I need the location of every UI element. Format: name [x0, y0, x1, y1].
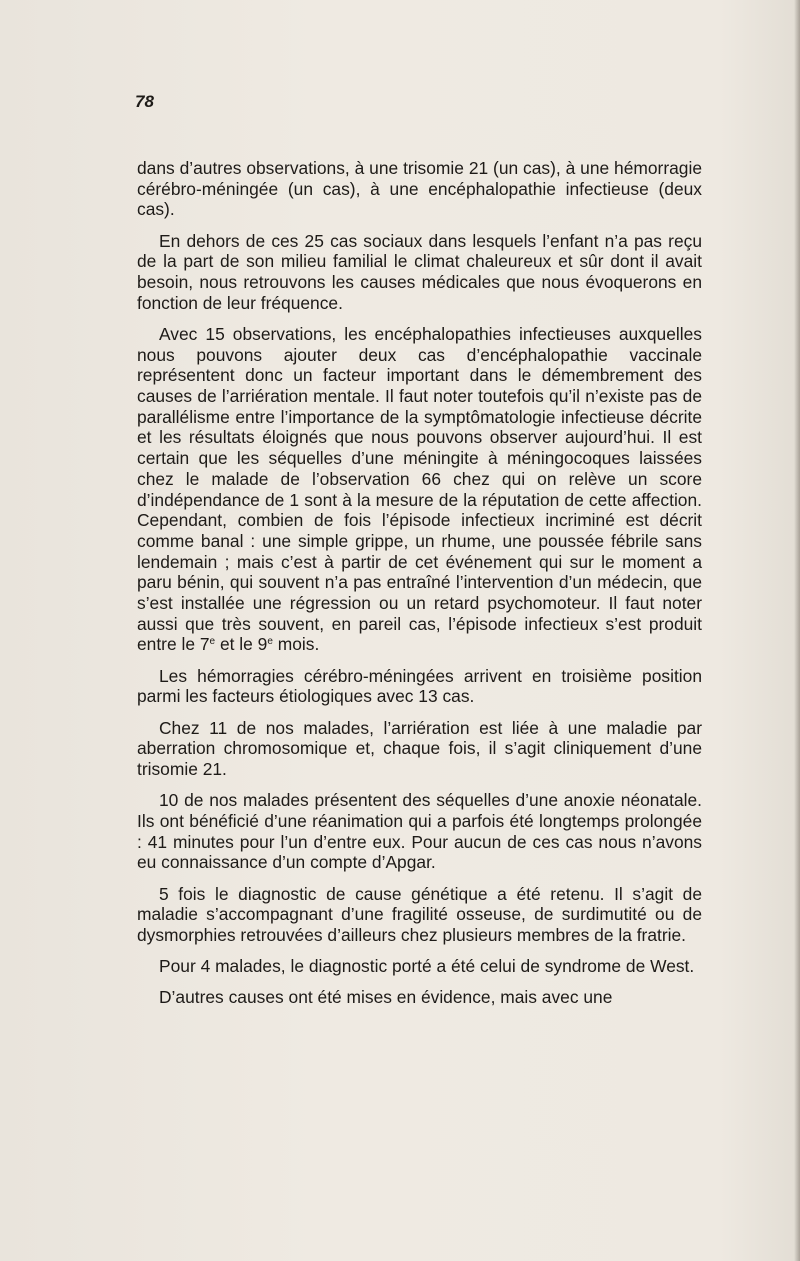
paragraph-1: dans d’autres observations, à une trisomie 21 (un cas), à une hémorragie cérébro-méningée (un cas), à une encéphalopathie infectieuse (deux cas). — [137, 158, 702, 220]
paragraph-9: D’autres causes ont été mises en évidence, mais avec une — [159, 987, 613, 1008]
ordinal-9-suffix: e — [267, 636, 273, 648]
paragraph-3-text: Avec 15 observations, les encéphalopathies infectieuses auxquelles nous pouvons ajouter deux cas d’encéphalopathie vaccinale représentent donc un facteur important dans le démembrement des causes de l’arriération mentale. Il faut noter toutefois qu’il n’existe pas de parallélisme entre l’importance de la symptômatologie infectieuse décrite et les résultats éloignés que nous pouvons observer aujourd’hui. Il est certain que les séquelles d’une méningite à méningocoques laissées chez le malade de l’observation 66 chez qui on relève un score d’indépendance de 1 sont à la mesure de la réputation de cette affection. Cependant, combien de fois l’épisode infectieux incriminé est décrit comme banal : une simple grippe, un rhume, une poussée fébrile sans lendemain ; mais c’est à partir de cet événement qui sur le moment a paru bénin, qui souvent n’a pas entraîné l’intervention d’un médecin, que s’est installée une régression ou un retard psychomoteur. Il faut noter aussi que très souvent, en pareil cas, l’épisode infectieux s’est produit entre le — [137, 323, 702, 655]
ordinal-conjunction: et le — [219, 634, 253, 655]
paragraph-8: Pour 4 malades, le diagnostic porté a été celui de syndrome de West. — [159, 956, 695, 977]
paragraph-5: Chez 11 de nos malades, l’arriération est liée à une maladie par aberration chromosomique et, chaque fois, il s’agit cliniquement d’une trisomie 21. — [137, 717, 702, 779]
paragraph-3 — [137, 324, 702, 655]
paragraph-4: Les hémorragies cérébro-méningées arrivent en troisième position parmi les facteurs étiologiques avec 13 cas. — [137, 665, 702, 707]
page-number: 78 — [135, 92, 154, 111]
paragraph-3-end: mois. — [277, 634, 320, 655]
ordinal-9: 9 — [257, 634, 268, 655]
paragraph-7: 5 fois le diagnostic de cause génétique a été retenu. Il s’agit de maladie s’accompagnant d’une fragilité osseuse, de surdimutité ou de dysmorphies retrouvées d’ailleurs chez plusieurs membres de la fratrie. — [137, 883, 702, 945]
paragraph-6: 10 de nos malades présentent des séquelles d’une anoxie néonatale. Ils ont bénéficié d’une réanimation qui a parfois été longtemps prolongée : 41 minutes pour l’un d’entre eux. Pour aucun de ces cas nous n’avons eu connaissance d’un compte d’Apgar. — [137, 790, 702, 873]
paragraph-2: En dehors de ces 25 cas sociaux dans lesquels l’enfant n’a pas reçu de la part de son milieu familial le climat chaleureux et sûr dont il avait besoin, nous retrouvons les causes médicales que nous évoquerons en fonction de leur fréquence. — [137, 230, 702, 313]
ordinal-7: 7 — [199, 634, 210, 655]
page-edge-shadow — [794, 0, 800, 1261]
body-text — [137, 158, 702, 1019]
ordinal-7-suffix: e — [209, 636, 216, 648]
